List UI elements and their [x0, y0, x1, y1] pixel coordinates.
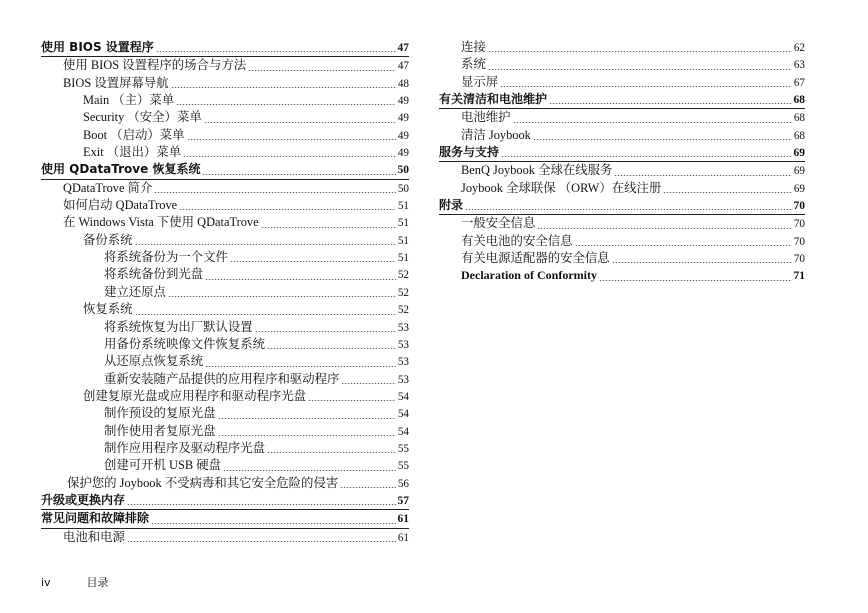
toc-dot-leader [549, 103, 791, 104]
toc-entry-title: 显示屏 [461, 74, 499, 89]
toc-dot-leader [465, 209, 791, 210]
toc-entry[interactable] [41, 57, 409, 74]
toc-entry-page: 49 [397, 129, 409, 142]
toc-entry[interactable] [439, 233, 805, 250]
toc-entry-title: 制作预设的复原光盘 [104, 406, 216, 421]
toc-entry[interactable] [41, 529, 409, 546]
toc-entry-title: 附录 [439, 198, 464, 213]
toc-entry[interactable] [41, 492, 409, 510]
toc-entry-title: Main （主）菜单 [83, 93, 175, 108]
toc-entry-page: 53 [397, 373, 409, 386]
toc-dot-leader [127, 541, 396, 542]
toc-entry[interactable] [41, 232, 409, 249]
toc-entry-title: 在 Windows Vista 下使用 QDataTrove [63, 215, 259, 230]
toc-entry-title: 有关清洁和电池维护 [439, 92, 548, 107]
toc-entry[interactable] [41, 405, 409, 422]
toc-entry[interactable] [41, 161, 409, 179]
toc-dot-leader [156, 51, 396, 52]
toc-entry[interactable] [41, 510, 409, 528]
toc-dot-leader [340, 487, 396, 488]
toc-dot-leader [488, 69, 792, 70]
toc-entry-title: 创建复原光盘或应用程序和驱动程序光盘 [83, 388, 307, 403]
toc-entry-title: 一般安全信息 [461, 216, 536, 231]
toc-entry-title: BIOS 设置屏幕导航 [63, 75, 169, 90]
toc-dot-leader [663, 192, 791, 193]
toc-entry-page: 69 [793, 165, 805, 178]
toc-entry[interactable] [41, 423, 409, 440]
toc-dot-leader [127, 504, 395, 505]
toc-dot-leader [533, 139, 792, 140]
toc-dot-leader [248, 70, 396, 71]
toc-entry-title: 从还原点恢复系统 [104, 354, 204, 369]
toc-dot-leader [218, 435, 396, 436]
toc-entry[interactable] [439, 250, 805, 267]
toc-entry-page: 52 [397, 304, 409, 317]
toc-entry-page: 49 [397, 112, 409, 125]
toc-entry-title: 制作应用程序及驱动程序光盘 [104, 440, 266, 455]
toc-entry[interactable] [41, 266, 409, 283]
toc-entry-title: Joybook 全球联保 （ORW）在线注册 [461, 180, 662, 195]
toc-entry-page: 53 [397, 321, 409, 334]
toc-entry-page: 70 [793, 253, 805, 266]
toc-entry-title: QDataTrove 简介 [63, 180, 153, 195]
toc-entry-page: 67 [793, 76, 805, 89]
toc-entry[interactable] [439, 39, 805, 56]
toc-entry-page: 68 [793, 129, 805, 142]
toc-entry-page: 62 [793, 42, 805, 54]
toc-entry-title: 将系统备份到光盘 [104, 267, 204, 282]
toc-entry[interactable] [439, 267, 805, 284]
toc-entry-title: 将系统恢复为出厂默认设置 [104, 319, 253, 334]
toc-entry[interactable] [439, 144, 805, 162]
toc-entry[interactable] [41, 127, 409, 144]
toc-entry[interactable] [41, 92, 409, 109]
footer-label: 目录 [86, 576, 109, 589]
toc-entry[interactable] [439, 91, 805, 109]
toc-entry-title: 有关电池的安全信息 [461, 233, 573, 248]
toc-entry-title: Exit （退出）菜单 [83, 145, 182, 160]
toc-dot-leader [230, 261, 396, 262]
toc-entry[interactable] [41, 284, 409, 301]
toc-entry[interactable] [41, 109, 409, 126]
toc-entry-title: 清洁 Joybook [461, 127, 531, 142]
toc-right-column [439, 39, 805, 285]
toc-entry[interactable] [439, 197, 805, 215]
toc-entry-page: 54 [397, 425, 409, 438]
toc-entry[interactable] [41, 301, 409, 318]
toc-dot-leader [187, 139, 396, 140]
toc-entry[interactable] [439, 127, 805, 144]
toc-entry-page: 50 [397, 164, 409, 177]
toc-entry[interactable] [41, 319, 409, 336]
toc-dot-leader [308, 400, 396, 401]
toc-entry-title: 将系统备份为一个文件 [104, 250, 228, 265]
toc-dot-leader [205, 366, 396, 367]
toc-entry-page: 55 [397, 460, 409, 473]
toc-entry-page: 63 [793, 59, 805, 72]
toc-entry-page: 54 [397, 408, 409, 421]
toc-entry-page: 51 [397, 252, 409, 265]
toc-entry-page: 71 [793, 270, 805, 283]
toc-dot-leader [501, 156, 791, 157]
toc-dot-leader [154, 192, 395, 193]
toc-dot-leader [614, 175, 791, 176]
toc-entry-page: 70 [793, 218, 805, 231]
toc-entry[interactable] [41, 197, 409, 214]
toc-entry-page: 61 [397, 531, 409, 544]
toc-dot-leader [168, 296, 396, 297]
toc-entry-page: 49 [397, 147, 409, 160]
toc-dot-leader [202, 174, 395, 175]
toc-entry[interactable] [41, 249, 409, 266]
toc-dot-leader [223, 470, 396, 471]
toc-dot-leader [151, 523, 395, 524]
toc-entry-page: 68 [793, 94, 805, 107]
toc-dot-leader [575, 245, 792, 246]
toc-dot-leader [488, 51, 792, 52]
toc-entry[interactable] [41, 180, 409, 197]
toc-entry-page: 50 [397, 182, 409, 195]
toc-entry-title: 恢复系统 [83, 302, 133, 317]
toc-entry-title: 创建可开机 USB 硬盘 [104, 458, 222, 473]
toc-dot-leader [205, 279, 396, 280]
page-footer [41, 574, 109, 590]
toc-dot-leader [176, 104, 396, 105]
toc-entry[interactable] [41, 457, 409, 474]
toc-entry-page: 54 [397, 390, 409, 403]
toc-dot-leader [204, 122, 396, 123]
toc-dot-leader [513, 122, 792, 123]
toc-entry-page: 53 [397, 338, 409, 351]
toc-entry-page: 69 [793, 182, 805, 195]
toc-dot-leader [255, 331, 396, 332]
toc-entry[interactable] [439, 215, 805, 232]
toc-entry-title: 制作使用者复原光盘 [104, 423, 216, 438]
toc-dot-leader [341, 383, 395, 384]
toc-entry[interactable] [41, 39, 409, 57]
toc-entry-title: 如何启动 QDataTrove [63, 198, 178, 213]
toc-entry[interactable] [41, 214, 409, 231]
toc-entry[interactable] [41, 475, 409, 492]
toc-dot-leader [599, 280, 792, 281]
toc-dot-leader [218, 418, 396, 419]
toc-entry[interactable] [439, 74, 805, 91]
toc-entry[interactable] [439, 162, 805, 179]
toc-dot-leader [267, 452, 396, 453]
toc-entry-page: 51 [397, 217, 409, 230]
toc-entry-title: 服务与支持 [439, 145, 500, 160]
toc-entry-page: 61 [397, 513, 409, 526]
toc-entry-title: 连接 [461, 40, 486, 54]
toc-dot-leader [135, 244, 396, 245]
toc-dot-leader [179, 209, 396, 210]
toc-entry-title: 使用 QDataTrove 恢复系统 [41, 162, 201, 177]
toc-entry-page: 55 [397, 442, 409, 455]
toc-entry-page: 53 [397, 356, 409, 369]
toc-entry-page: 56 [397, 477, 409, 490]
toc-entry-title: 使用 BIOS 设置程序的场合与方法 [63, 58, 247, 73]
toc-entry-title: 用备份系统映像文件恢复系统 [104, 336, 266, 351]
toc-dot-leader [537, 228, 791, 229]
toc-dot-leader [171, 87, 396, 88]
toc-entry-title: BenQ Joybook 全球在线服务 [461, 163, 613, 178]
toc-entry-title: 有关电源适配器的安全信息 [461, 251, 610, 266]
toc-entry-page: 48 [397, 77, 409, 90]
toc-dot-leader [135, 314, 396, 315]
toc-dot-leader [500, 86, 792, 87]
toc-entry-page: 51 [397, 200, 409, 213]
toc-left-column [41, 39, 409, 546]
toc-entry-title: Declaration of Conformity [461, 268, 597, 283]
toc-entry-page: 47 [397, 60, 409, 73]
toc-entry-page: 51 [397, 234, 409, 247]
toc-entry[interactable] [41, 353, 409, 370]
toc-entry-page: 57 [397, 494, 409, 507]
toc-entry[interactable] [41, 440, 409, 457]
toc-entry-title: 常见问题和故障排除 [41, 511, 150, 526]
toc-dot-leader [183, 156, 396, 157]
toc-entry[interactable] [41, 388, 409, 405]
toc-entry[interactable] [41, 144, 409, 161]
footer-page-number: iv [41, 576, 51, 589]
toc-entry-page: 70 [793, 235, 805, 248]
toc-entry-title: 保护您的 Joybook 不受病毒和其它安全危险的侵害 [67, 475, 339, 490]
toc-entry-title: 电池维护 [461, 110, 511, 125]
toc-entry[interactable] [439, 180, 805, 197]
toc-dot-leader [261, 227, 396, 228]
toc-entry-page: 70 [793, 200, 805, 213]
toc-entry-page: 47 [397, 42, 409, 54]
toc-entry[interactable] [41, 336, 409, 353]
toc-entry-title: 电池和电源 [63, 529, 125, 544]
toc-entry-page: 69 [793, 147, 805, 160]
toc-entry-title: 备份系统 [83, 232, 133, 247]
toc-entry[interactable] [439, 109, 805, 126]
toc-entry-page: 49 [397, 95, 409, 108]
toc-entry-page: 52 [397, 286, 409, 299]
toc-entry-title: 使用 BIOS 设置程序 [41, 40, 154, 54]
toc-entry[interactable] [439, 56, 805, 73]
toc-dot-leader [612, 262, 792, 263]
toc-dot-leader [267, 348, 396, 349]
toc-entry-title: 系统 [461, 57, 486, 72]
toc-entry[interactable] [41, 371, 409, 388]
toc-entry-title: Security （安全）菜单 [83, 110, 202, 125]
toc-entry-title: 重新安装随产品提供的应用程序和驱动程序 [104, 371, 340, 386]
toc-entry[interactable] [41, 75, 409, 92]
toc-entry-title: 升级或更换内存 [41, 492, 126, 507]
toc-entry-title: Boot （启动）菜单 [83, 127, 185, 142]
toc-entry-page: 68 [793, 112, 805, 125]
toc-entry-title: 建立还原点 [104, 284, 166, 299]
toc-entry-page: 52 [397, 269, 409, 282]
